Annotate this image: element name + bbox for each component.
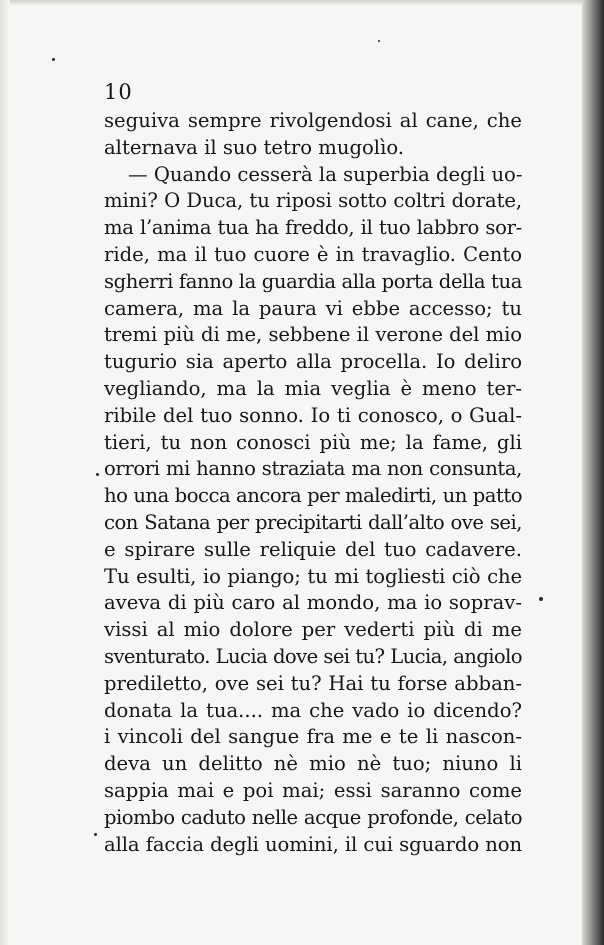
book-spine-shadow — [582, 0, 604, 945]
text-line: tremi più di me, sebbene il verone del mio — [104, 323, 522, 347]
ink-speck — [96, 473, 99, 476]
ink-speck — [378, 40, 380, 42]
text-line: ma l’anima tua ha freddo, il tuo labbro sor- — [104, 216, 522, 240]
text-line: prediletto, ove sei tu? Hai tu forse abban- — [104, 671, 522, 695]
text-line: vissi al mio dolore per vederti più di me — [104, 618, 522, 642]
text-line: donata la tua.... ma che vado io dicendo? — [104, 698, 522, 722]
text-line: deva un delitto nè mio nè tuo; niuno li — [104, 752, 522, 776]
text-line: camera, ma la paura vi ebbe accesso; tu — [104, 296, 522, 320]
ink-speck — [52, 58, 55, 61]
text-line: con Satana per precipitarti dall’alto ove sei, — [104, 510, 522, 534]
page-number: 10 — [104, 80, 133, 104]
text-line: ho una bocca ancora per maledirti, un patto — [104, 484, 522, 508]
text-line: ride, ma il tuo cuore è in travaglio. Cento — [104, 242, 522, 266]
text-line: e spirare sulle reliquie del tuo cadavere. — [104, 537, 522, 561]
page-top-edge — [0, 0, 604, 6]
text-line: Tu esulti, io piango; tu mi togliesti ciò che — [104, 564, 522, 588]
page-left-edge — [0, 0, 10, 945]
text-line: alla faccia degli uomini, il cui sguardo non — [104, 832, 522, 856]
text-line: ribile del tuo sonno. Io ti conosco, o Gual- — [104, 403, 522, 427]
body-text — [104, 108, 522, 858]
text-line: tugurio sia aperto alla procella. Io deliro — [104, 350, 522, 374]
text-line: piombo caduto nelle acque profonde, celato — [104, 805, 522, 829]
text-line: — Quando cesserà la superbia degli uo- — [128, 162, 523, 186]
text-line: sgherri fanno la guardia alla porta della tua — [104, 269, 522, 293]
text-line: vegliando, ma la mia veglia è meno ter- — [104, 376, 522, 400]
text-line: sventurato. Lucia dove sei tu? Lucia, angiolo — [104, 644, 522, 668]
text-line: sappia mai e poi mai; essi saranno come — [104, 778, 522, 802]
ink-speck — [539, 597, 543, 601]
text-line: seguiva sempre rivolgendosi al cane, che — [104, 109, 522, 132]
text-line: mini? O Duca, tu riposi sotto coltri dorate, — [104, 189, 522, 213]
text-line: aveva di più caro al mondo, ma io soprav- — [104, 591, 522, 615]
ink-speck — [94, 833, 97, 836]
text-line: tieri, tu non conosci più me; la fame, gli — [104, 430, 522, 454]
text-line: orrori mi hanno straziata ma non consunta, — [104, 457, 522, 481]
text-line: alternava il suo tetro mugolìo. — [104, 135, 405, 159]
text-line: i vincoli del sangue fra me e te li nascon- — [104, 725, 522, 749]
